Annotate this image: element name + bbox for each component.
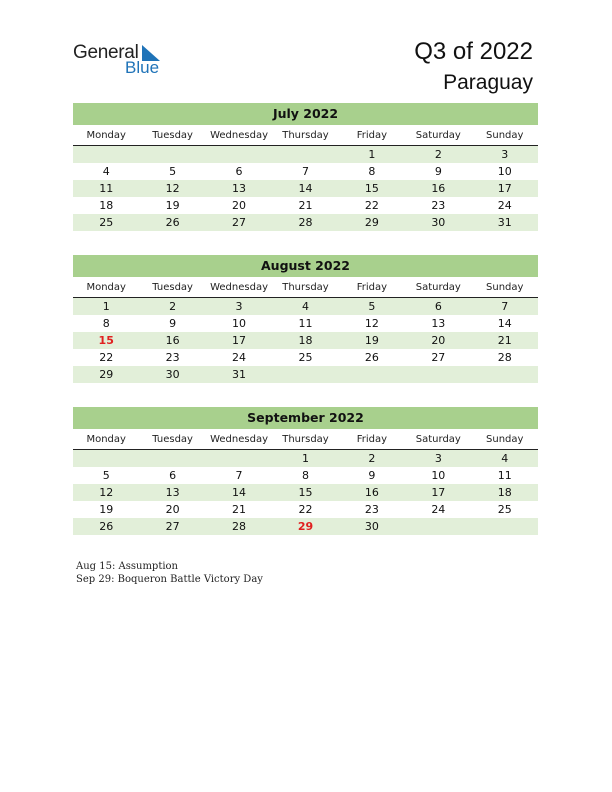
day-cell: 9 [434, 165, 442, 178]
day-cell [339, 366, 405, 383]
day-cell: 20 [431, 334, 446, 347]
day-cell: 8 [102, 317, 110, 330]
day-cell: 21 [232, 503, 247, 516]
day-cell: 8 [301, 469, 309, 482]
weekday-label: Tuesday [152, 434, 193, 445]
day-cell: 28 [232, 520, 247, 533]
day-cell: 5 [368, 300, 376, 313]
holiday-day-cell: 29 [297, 520, 314, 533]
weekday-label: Friday [356, 434, 388, 445]
day-cell: 28 [298, 216, 313, 229]
country-name: Paraguay [443, 71, 533, 94]
day-cell: 3 [434, 452, 442, 465]
week-row [73, 332, 538, 349]
weekday-label: Saturday [415, 434, 461, 445]
day-cell: 19 [99, 503, 114, 516]
day-cell: 25 [298, 351, 313, 364]
weekday-label: Sunday [486, 282, 524, 293]
day-cell: 13 [431, 317, 446, 330]
day-cell: 25 [497, 503, 512, 516]
day-cell: 31 [232, 368, 247, 381]
day-cell: 10 [232, 317, 247, 330]
week-row [73, 197, 538, 214]
weekday-label: Thursday [282, 130, 329, 141]
weekday-header-row [73, 279, 538, 298]
day-cell: 12 [99, 486, 114, 499]
day-cell: 24 [232, 351, 247, 364]
day-cell: 24 [497, 199, 512, 212]
day-cell: 24 [431, 503, 446, 516]
day-cell: 14 [298, 182, 313, 195]
day-cell: 26 [99, 520, 114, 533]
weekday-label: Tuesday [152, 282, 193, 293]
weekday-header-row [73, 431, 538, 450]
day-cell: 4 [501, 452, 509, 465]
weekday-label: Tuesday [152, 130, 193, 141]
day-cell: 19 [364, 334, 379, 347]
day-cell: 7 [301, 165, 309, 178]
day-cell: 3 [501, 148, 509, 161]
day-cell: 18 [298, 334, 313, 347]
day-cell: 27 [232, 216, 247, 229]
day-cell [73, 450, 139, 467]
day-cell: 12 [165, 182, 180, 195]
week-row [73, 450, 538, 467]
day-cell: 30 [431, 216, 446, 229]
day-cell: 11 [298, 317, 313, 330]
day-cell [272, 366, 338, 383]
day-cell: 10 [497, 165, 512, 178]
holiday-note: Aug 15: Assumption [76, 561, 179, 572]
day-cell: 18 [497, 486, 512, 499]
day-cell: 6 [235, 165, 243, 178]
day-cell [139, 450, 205, 467]
day-cell: 18 [99, 199, 114, 212]
day-cell: 16 [431, 182, 446, 195]
day-cell: 15 [364, 182, 379, 195]
day-cell: 21 [497, 334, 512, 347]
weekday-label: Friday [356, 130, 388, 141]
week-row [73, 315, 538, 332]
day-cell [472, 518, 538, 535]
week-row [73, 214, 538, 231]
day-cell: 6 [434, 300, 442, 313]
week-row [73, 467, 538, 484]
day-cell: 11 [497, 469, 512, 482]
holiday-notes [76, 560, 263, 586]
holiday-day-cell: 15 [98, 334, 114, 347]
day-cell: 13 [165, 486, 180, 499]
weekday-label: Sunday [486, 434, 524, 445]
day-cell [139, 146, 205, 163]
day-cell: 28 [497, 351, 512, 364]
month-calendar [73, 103, 538, 231]
brand-name-blue: Blue [125, 58, 160, 77]
day-cell: 21 [298, 199, 313, 212]
day-cell: 5 [169, 165, 177, 178]
weekday-label: Thursday [282, 282, 329, 293]
weekday-header-row [73, 127, 538, 146]
page-title: Q3 of 2022 [414, 38, 533, 65]
day-cell [405, 366, 471, 383]
weeks-container [73, 298, 538, 383]
day-cell: 16 [364, 486, 379, 499]
month-calendar [73, 255, 538, 383]
day-cell: 14 [232, 486, 247, 499]
weeks-container [73, 450, 538, 535]
day-cell: 20 [165, 503, 180, 516]
day-cell: 14 [497, 317, 512, 330]
weekday-label: Monday [86, 434, 126, 445]
day-cell: 2 [434, 148, 442, 161]
week-row [73, 501, 538, 518]
day-cell: 29 [364, 216, 379, 229]
week-row [73, 298, 538, 315]
weekday-label: Thursday [282, 434, 329, 445]
day-cell: 1 [102, 300, 110, 313]
day-cell [405, 518, 471, 535]
day-cell: 20 [232, 199, 247, 212]
day-cell: 11 [99, 182, 114, 195]
weekday-label: Monday [86, 282, 126, 293]
month-title: July 2022 [73, 103, 538, 125]
day-cell: 1 [301, 452, 309, 465]
weeks-container [73, 146, 538, 231]
day-cell [472, 366, 538, 383]
day-cell: 22 [298, 503, 313, 516]
day-cell: 30 [364, 520, 379, 533]
day-cell: 26 [364, 351, 379, 364]
brand-logo [73, 42, 173, 78]
weekday-label: Monday [86, 130, 126, 141]
month-title: September 2022 [73, 407, 538, 429]
holiday-note: Sep 29: Boqueron Battle Victory Day [76, 574, 263, 585]
day-cell: 27 [431, 351, 446, 364]
day-cell: 2 [169, 300, 177, 313]
weekday-label: Wednesday [210, 282, 268, 293]
day-cell: 31 [497, 216, 512, 229]
weekday-label: Wednesday [210, 434, 268, 445]
day-cell [73, 146, 139, 163]
day-cell: 16 [165, 334, 180, 347]
day-cell: 12 [364, 317, 379, 330]
day-cell: 8 [368, 165, 376, 178]
day-cell: 19 [165, 199, 180, 212]
day-cell: 4 [301, 300, 309, 313]
day-cell: 10 [431, 469, 446, 482]
week-row [73, 163, 538, 180]
day-cell [206, 146, 272, 163]
day-cell: 30 [165, 368, 180, 381]
day-cell: 7 [501, 300, 509, 313]
week-row [73, 180, 538, 197]
day-cell [272, 146, 338, 163]
month-title: August 2022 [73, 255, 538, 277]
weekday-label: Saturday [415, 130, 461, 141]
day-cell: 7 [235, 469, 243, 482]
weekday-label: Saturday [415, 282, 461, 293]
day-cell: 23 [165, 351, 180, 364]
day-cell: 17 [431, 486, 446, 499]
day-cell: 22 [364, 199, 379, 212]
week-row [73, 518, 538, 535]
day-cell: 23 [431, 199, 446, 212]
day-cell: 5 [102, 469, 110, 482]
day-cell: 3 [235, 300, 243, 313]
day-cell: 4 [102, 165, 110, 178]
week-row [73, 349, 538, 366]
weekday-label: Wednesday [210, 130, 268, 141]
day-cell: 22 [99, 351, 114, 364]
day-cell [206, 450, 272, 467]
day-cell: 9 [368, 469, 376, 482]
weekday-label: Sunday [486, 130, 524, 141]
day-cell: 1 [368, 148, 376, 161]
day-cell: 17 [232, 334, 247, 347]
day-cell: 17 [497, 182, 512, 195]
day-cell: 15 [298, 486, 313, 499]
day-cell: 13 [232, 182, 247, 195]
week-row [73, 366, 538, 383]
day-cell: 6 [169, 469, 177, 482]
brand-name-general: General [73, 42, 139, 63]
day-cell: 25 [99, 216, 114, 229]
day-cell: 26 [165, 216, 180, 229]
week-row [73, 484, 538, 501]
day-cell: 9 [169, 317, 177, 330]
month-calendar [73, 407, 538, 535]
weekday-label: Friday [356, 282, 388, 293]
day-cell: 23 [364, 503, 379, 516]
day-cell: 29 [99, 368, 114, 381]
day-cell: 27 [165, 520, 180, 533]
week-row [73, 146, 538, 163]
day-cell: 2 [368, 452, 376, 465]
